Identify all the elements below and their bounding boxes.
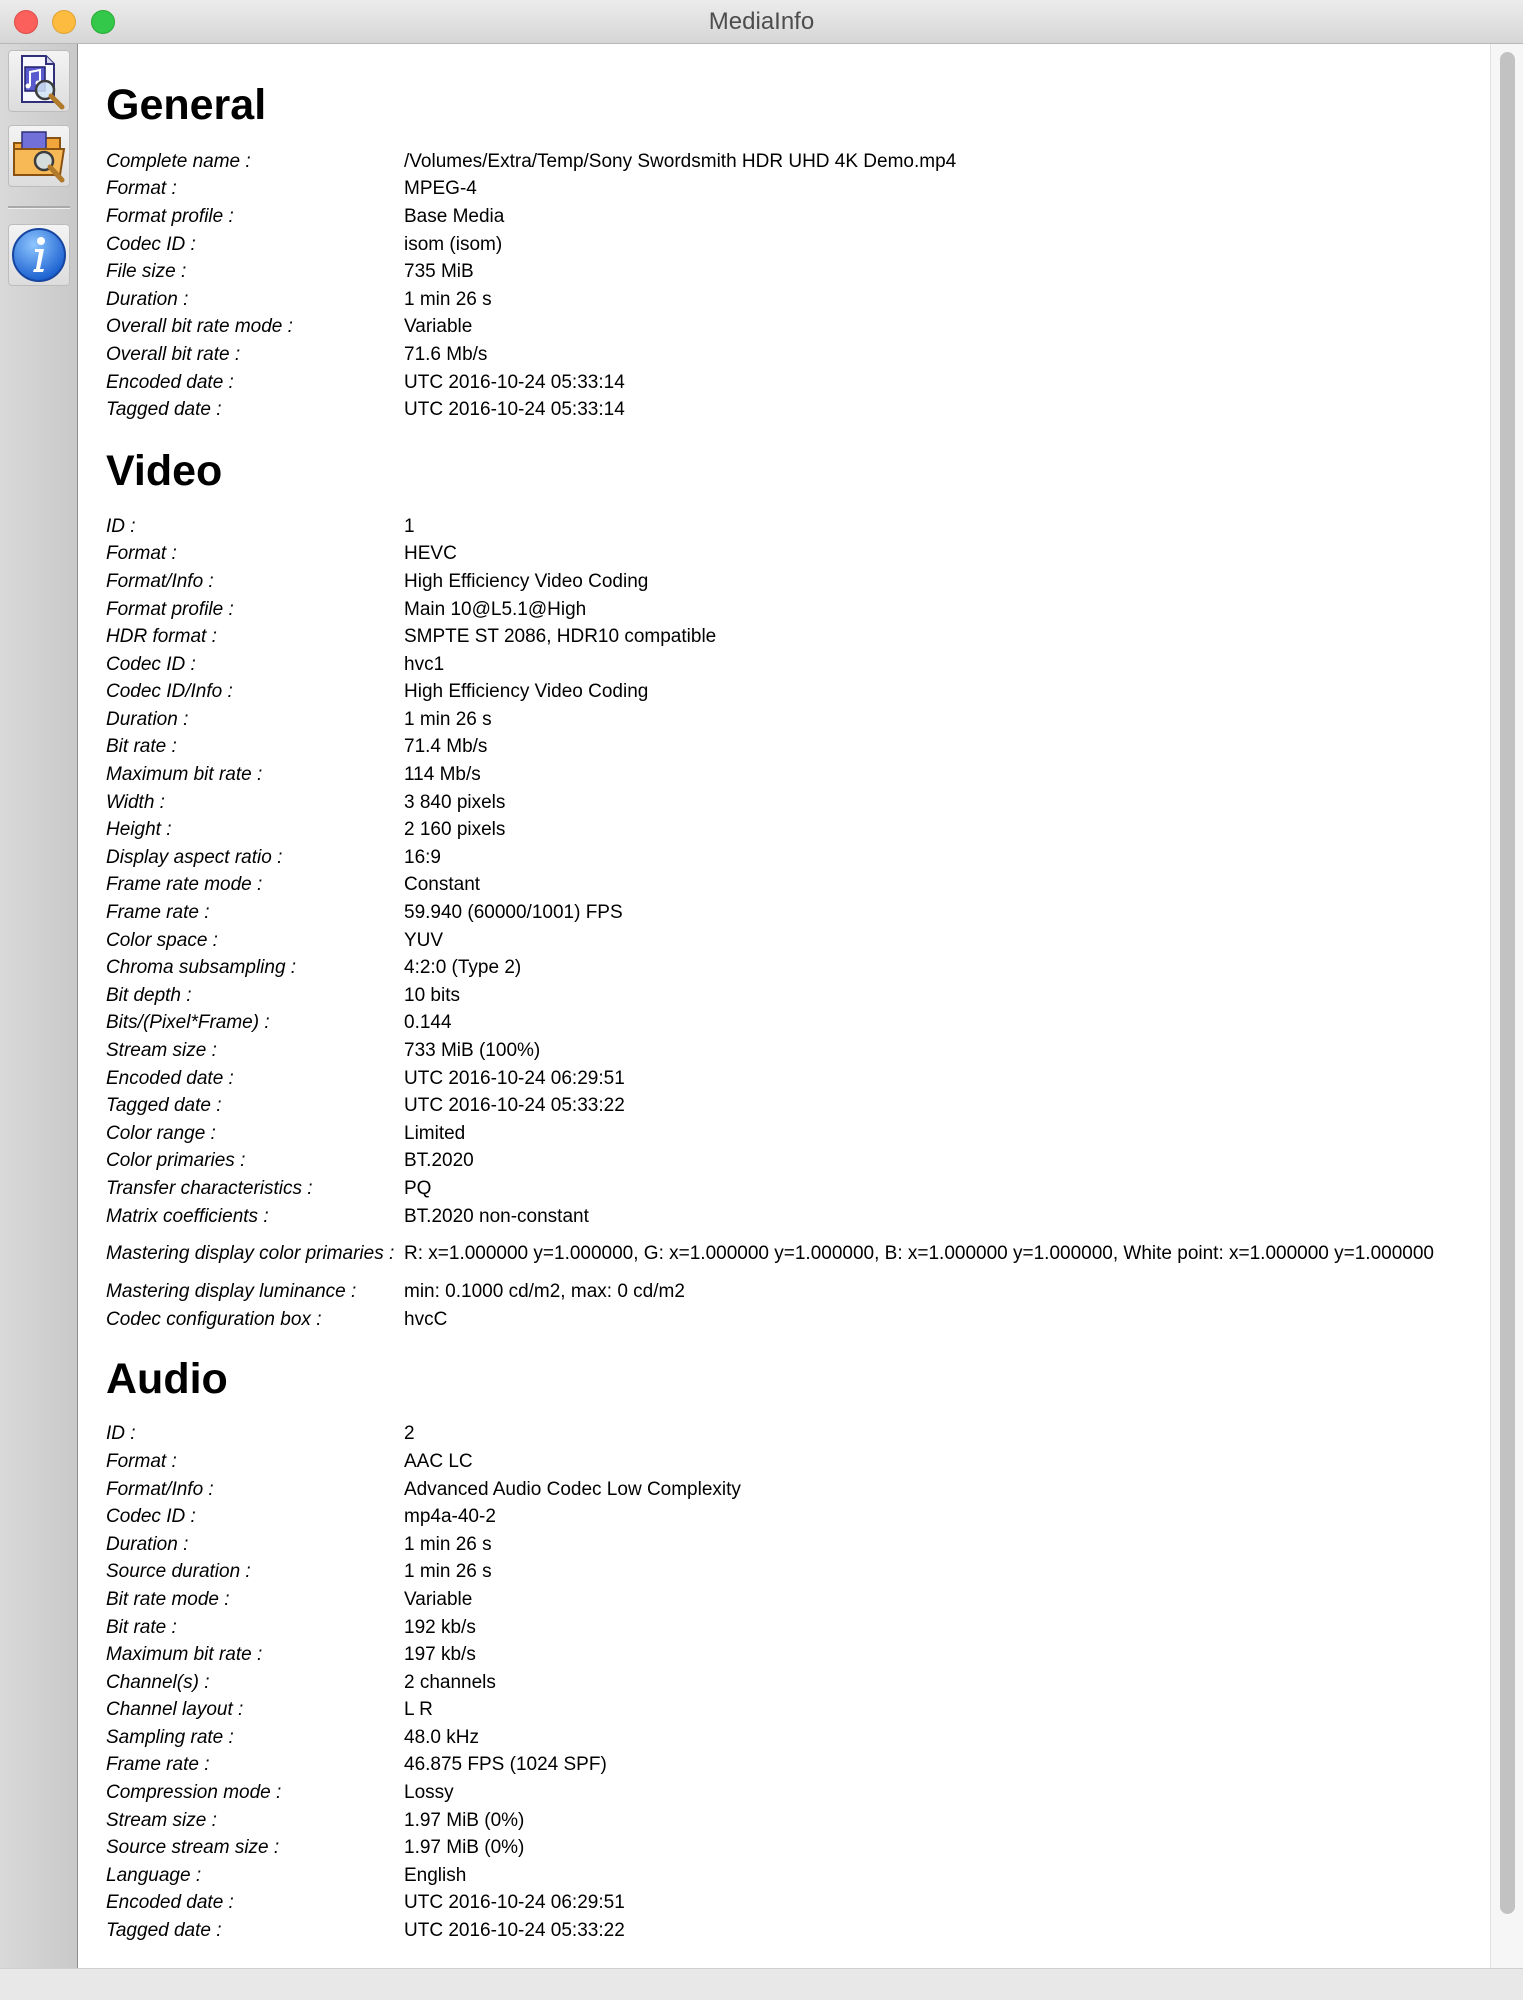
property-label: Maximum bit rate :	[106, 1644, 263, 1666]
property-value: isom (isom)	[404, 233, 503, 255]
property-label: Color range :	[106, 1122, 216, 1144]
general-property-row	[106, 314, 1486, 342]
video-property-row	[106, 1148, 1486, 1176]
vertical-scrollbar[interactable]	[1490, 44, 1523, 1968]
property-label: Bit depth :	[106, 984, 192, 1006]
audio-section	[106, 1352, 1486, 1945]
audio-property-row	[106, 1779, 1486, 1807]
audio-property-row	[106, 1614, 1486, 1642]
general-property-row	[106, 286, 1486, 314]
property-label: Chroma subsampling :	[106, 957, 297, 979]
property-value: 1 min 26 s	[404, 708, 492, 730]
video-property-row	[106, 1010, 1486, 1038]
general-property-row	[106, 341, 1486, 369]
audio-property-row	[106, 1669, 1486, 1697]
property-label: Overall bit rate mode :	[106, 316, 293, 338]
property-value: 1 min 26 s	[404, 288, 492, 310]
property-label: Bit rate :	[106, 736, 177, 758]
video-property-row	[106, 596, 1486, 624]
video-property-row	[106, 1037, 1486, 1065]
video-property-row	[106, 816, 1486, 844]
general-section	[106, 78, 1486, 424]
property-value: 3 840 pixels	[404, 791, 506, 813]
video-property-row	[106, 1175, 1486, 1203]
audio-heading: Audio	[106, 1354, 228, 1403]
video-property-row	[106, 623, 1486, 651]
property-label: Color primaries :	[106, 1150, 246, 1172]
audio-property-row	[106, 1586, 1486, 1614]
audio-property-row	[106, 1752, 1486, 1780]
property-value: 2 160 pixels	[404, 819, 506, 841]
audio-property-row	[106, 1724, 1486, 1752]
property-value: PQ	[404, 1177, 432, 1199]
property-value: R: x=1.000000 y=1.000000, G: x=1.000000 y=1.000000, B: x=1.000000 y=1.000000, White point: x=1.000000 y=1.000000	[404, 1243, 1434, 1265]
property-value: 1.97 MiB (0%)	[404, 1809, 525, 1831]
video-property-row	[106, 679, 1486, 707]
property-label: Format :	[106, 543, 177, 565]
property-label: Transfer characteristics :	[106, 1177, 313, 1199]
audio-property-row	[106, 1421, 1486, 1449]
property-value: UTC 2016-10-24 06:29:51	[404, 1892, 625, 1914]
property-value: 10 bits	[404, 984, 460, 1006]
property-value: YUV	[404, 929, 444, 951]
toolbar-separator	[8, 206, 70, 209]
property-label: Format :	[106, 1450, 177, 1472]
video-property-row	[106, 761, 1486, 789]
video-property-row	[106, 568, 1486, 596]
general-property-row	[106, 369, 1486, 397]
general-property-row	[106, 176, 1486, 204]
property-label: Maximum bit rate :	[106, 764, 263, 786]
property-value: MPEG-4	[404, 178, 477, 200]
property-label: Frame rate :	[106, 902, 210, 924]
general-property-row	[106, 231, 1486, 259]
property-value: 59.940 (60000/1001) FPS	[404, 902, 623, 924]
property-label: Source stream size :	[106, 1837, 280, 1859]
audio-property-row	[106, 1697, 1486, 1725]
property-label: Stream size :	[106, 1040, 217, 1062]
property-value: 4:2:0 (Type 2)	[404, 957, 522, 979]
property-label: Duration :	[106, 1533, 189, 1555]
video-property-row	[106, 513, 1486, 541]
property-label: Duration :	[106, 708, 189, 730]
audio-property-row	[106, 1890, 1486, 1918]
property-value: UTC 2016-10-24 06:29:51	[404, 1067, 625, 1089]
property-label: Channel layout :	[106, 1699, 244, 1721]
property-value: UTC 2016-10-24 05:33:14	[404, 371, 625, 393]
property-value: AAC LC	[404, 1450, 473, 1472]
video-property-row	[106, 1120, 1486, 1148]
scrollbar-thumb[interactable]	[1500, 52, 1515, 1914]
property-value: 1 min 26 s	[404, 1533, 492, 1555]
video-property-row	[106, 872, 1486, 900]
property-label: Format profile :	[106, 205, 234, 227]
property-value: 197 kb/s	[404, 1644, 476, 1666]
property-value: L R	[404, 1699, 433, 1721]
property-label: Frame rate mode :	[106, 874, 263, 896]
property-value: Limited	[404, 1122, 466, 1144]
property-value: min: 0.1000 cd/m2, max: 0 cd/m2	[404, 1281, 685, 1303]
property-value: 2 channels	[404, 1671, 496, 1693]
property-value: hvcC	[404, 1308, 448, 1330]
property-label: Encoded date :	[106, 1892, 234, 1914]
audio-property-row	[106, 1559, 1486, 1587]
property-label: Compression mode :	[106, 1782, 282, 1804]
property-label: Format profile :	[106, 598, 234, 620]
property-label: Frame rate :	[106, 1754, 210, 1776]
property-value: hvc1	[404, 653, 445, 675]
property-value: 1 min 26 s	[404, 1561, 492, 1583]
property-label: Matrix coefficients :	[106, 1205, 269, 1227]
video-property-row	[106, 899, 1486, 927]
property-value: 735 MiB	[404, 261, 474, 283]
property-label: HDR format :	[106, 626, 217, 648]
property-label: Bit rate mode :	[106, 1588, 230, 1610]
audio-property-row	[106, 1641, 1486, 1669]
property-label: Complete name :	[106, 150, 251, 172]
title-bar[interactable]	[0, 0, 1523, 44]
property-value: 114 Mb/s	[404, 764, 481, 786]
property-value: Constant	[404, 874, 481, 896]
audio-property-row	[106, 1531, 1486, 1559]
property-value: 71.6 Mb/s	[404, 343, 488, 365]
property-value: Base Media	[404, 205, 505, 227]
property-value: English	[404, 1864, 467, 1886]
property-label: Width :	[106, 791, 165, 813]
property-label: Encoded date :	[106, 371, 234, 393]
info-pane[interactable]	[78, 44, 1490, 1968]
property-label: Mastering display color primaries :	[106, 1243, 395, 1265]
property-label: Mastering display luminance :	[106, 1281, 357, 1303]
property-value: High Efficiency Video Coding	[404, 570, 649, 592]
property-label: Codec ID :	[106, 233, 196, 255]
video-property-row	[106, 789, 1486, 817]
general-property-row	[106, 258, 1486, 286]
property-value: Main 10@L5.1@High	[404, 598, 587, 620]
property-value: 1	[404, 515, 415, 537]
property-label: ID :	[106, 515, 136, 537]
audio-property-row	[106, 1834, 1486, 1862]
property-value: Lossy	[404, 1782, 454, 1804]
property-label: ID :	[106, 1423, 136, 1445]
video-property-row	[106, 1278, 1486, 1306]
window-title: MediaInfo	[708, 8, 815, 35]
video-property-row	[106, 1306, 1486, 1334]
video-property-row	[106, 982, 1486, 1010]
general-property-row	[106, 148, 1486, 176]
video-heading: Video	[106, 446, 223, 495]
property-value: 192 kb/s	[404, 1616, 476, 1638]
audio-property-row	[106, 1476, 1486, 1504]
about-button[interactable]	[8, 224, 70, 286]
property-label: Stream size :	[106, 1809, 217, 1831]
property-label: Language :	[106, 1864, 202, 1886]
property-label: File size :	[106, 261, 187, 283]
video-property-row	[106, 1203, 1486, 1231]
audio-property-row	[106, 1807, 1486, 1835]
property-value: /Volumes/Extra/Temp/Sony Swordsmith HDR UHD 4K Demo.mp4	[404, 150, 957, 172]
audio-property-row	[106, 1917, 1486, 1945]
audio-property-row	[106, 1503, 1486, 1531]
property-label: Format/Info :	[106, 1478, 214, 1500]
property-value: SMPTE ST 2086, HDR10 compatible	[404, 626, 717, 648]
video-property-row	[106, 927, 1486, 955]
property-label: Duration :	[106, 288, 189, 310]
property-label: Display aspect ratio :	[106, 846, 283, 868]
property-value: High Efficiency Video Coding	[404, 681, 649, 703]
property-value: 733 MiB (100%)	[404, 1040, 541, 1062]
property-label: Source duration :	[106, 1561, 251, 1583]
property-label: Codec ID :	[106, 1506, 196, 1528]
video-property-row	[106, 844, 1486, 872]
property-value: UTC 2016-10-24 05:33:22	[404, 1920, 625, 1942]
video-property-row	[106, 651, 1486, 679]
property-label: Bits/(Pixel*Frame) :	[106, 1012, 270, 1034]
property-value: 0.144	[404, 1012, 452, 1034]
video-property-row	[106, 541, 1486, 569]
property-label: Codec configuration box :	[106, 1308, 322, 1330]
general-heading: General	[106, 81, 267, 129]
video-section	[106, 444, 1486, 1334]
property-label: Encoded date :	[106, 1067, 234, 1089]
property-value: Variable	[404, 1588, 473, 1610]
property-label: Codec ID :	[106, 653, 196, 675]
general-property-row	[106, 396, 1486, 424]
property-label: Overall bit rate :	[106, 343, 241, 365]
video-property-row	[106, 734, 1486, 762]
property-label: Channel(s) :	[106, 1671, 210, 1693]
property-label: Format :	[106, 178, 177, 200]
general-property-row	[106, 203, 1486, 231]
property-value: BT.2020	[404, 1150, 474, 1172]
property-value: 48.0 kHz	[404, 1726, 479, 1748]
toolbar-sidebar	[0, 44, 78, 1968]
property-label: Color space :	[106, 929, 218, 951]
video-property-row	[106, 706, 1486, 734]
property-label: Bit rate :	[106, 1616, 177, 1638]
music-file-magnifier-icon	[8, 50, 70, 112]
info-icon	[8, 224, 70, 286]
property-label: Codec ID/Info :	[106, 681, 233, 703]
property-value: 71.4 Mb/s	[404, 736, 488, 758]
property-value: 16:9	[404, 846, 441, 868]
property-value: 2	[404, 1423, 415, 1445]
folder-magnifier-icon	[8, 125, 70, 187]
property-value: Variable	[404, 316, 473, 338]
open-folder-button[interactable]	[8, 125, 70, 187]
property-label: Tagged date :	[106, 1095, 222, 1117]
video-property-row	[106, 1065, 1486, 1093]
property-value: UTC 2016-10-24 05:33:14	[404, 399, 625, 421]
property-label: Format/Info :	[106, 570, 214, 592]
property-value: 46.875 FPS (1024 SPF)	[404, 1754, 607, 1776]
property-label: Tagged date :	[106, 1920, 222, 1942]
property-value: UTC 2016-10-24 05:33:22	[404, 1095, 625, 1117]
property-label: Height :	[106, 819, 172, 841]
open-file-button[interactable]	[8, 50, 70, 112]
property-value: BT.2020 non-constant	[404, 1205, 589, 1227]
property-value: Advanced Audio Codec Low Complexity	[404, 1478, 741, 1500]
property-value: HEVC	[404, 543, 457, 565]
status-bar	[0, 1968, 1523, 2000]
audio-property-row	[106, 1448, 1486, 1476]
property-value: 1.97 MiB (0%)	[404, 1837, 525, 1859]
property-label: Tagged date :	[106, 399, 222, 421]
video-property-row	[106, 1230, 1486, 1278]
audio-property-row	[106, 1862, 1486, 1890]
video-property-row	[106, 954, 1486, 982]
property-value: mp4a-40-2	[404, 1506, 496, 1528]
video-property-row	[106, 1092, 1486, 1120]
property-label: Sampling rate :	[106, 1726, 234, 1748]
